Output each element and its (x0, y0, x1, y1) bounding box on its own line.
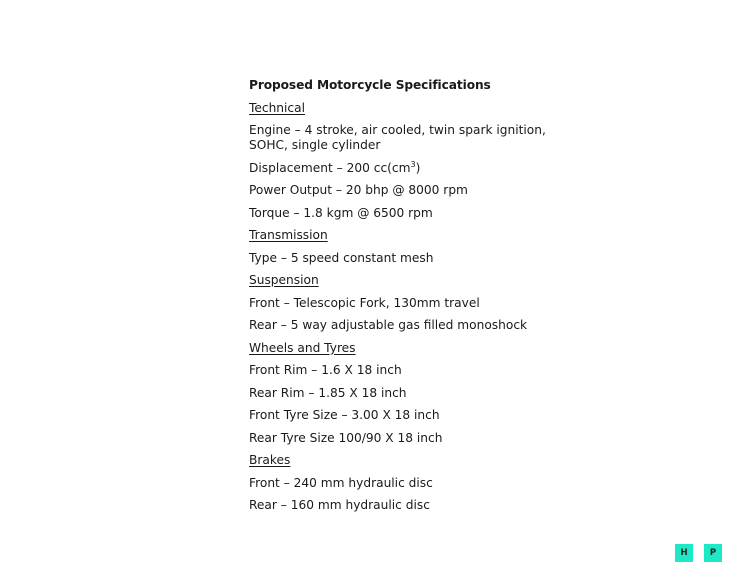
spec-rear-tyre-size: Rear Tyre Size 100/90 X 18 inch (249, 430, 443, 445)
spec-torque: Torque – 1.8 kgm @ 6500 rpm (249, 205, 433, 220)
spec-front-rim: Front Rim – 1.6 X 18 inch (249, 363, 402, 377)
home-button[interactable]: H (675, 544, 693, 562)
spec-brake-front: Front – 240 mm hydraulic disc (249, 475, 433, 490)
spec-displacement-close: ) (415, 160, 421, 175)
spec-power-output: Power Output – 20 bhp @ 8000 rpm (249, 183, 468, 197)
spec-content (249, 78, 579, 521)
spec-displacement-text: Displacement – 200 cc(cm (249, 160, 411, 175)
section-heading-wheels-and-tyres: Wheels and Tyres (249, 340, 356, 355)
spec-suspension-rear: Rear – 5 way adjustable gas filled monoshock (249, 318, 528, 332)
section-heading-brakes: Brakes (249, 453, 291, 467)
section-heading-technical: Technical (249, 100, 305, 115)
section-heading-suspension: Suspension (249, 273, 319, 287)
section-heading-transmission: Transmission (249, 228, 328, 242)
spec-suspension-front: Front – Telescopic Fork, 130mm travel (249, 295, 480, 310)
spec-transmission-type: Type – 5 speed constant mesh (249, 250, 434, 265)
spec-displacement (249, 161, 579, 176)
spec-brake-rear: Rear – 160 mm hydraulic disc (249, 498, 430, 512)
page-title: Proposed Motorcycle Specifications (249, 78, 491, 92)
previous-button[interactable]: P (704, 544, 722, 562)
spec-engine: Engine – 4 stroke, air cooled, twin spark ignition, SOHC, single cylinder (249, 123, 546, 152)
spec-rear-rim: Rear Rim – 1.85 X 18 inch (249, 385, 407, 400)
spec-displacement-superscript: 3 (410, 159, 416, 169)
spec-front-tyre-size: Front Tyre Size – 3.00 X 18 inch (249, 408, 440, 422)
